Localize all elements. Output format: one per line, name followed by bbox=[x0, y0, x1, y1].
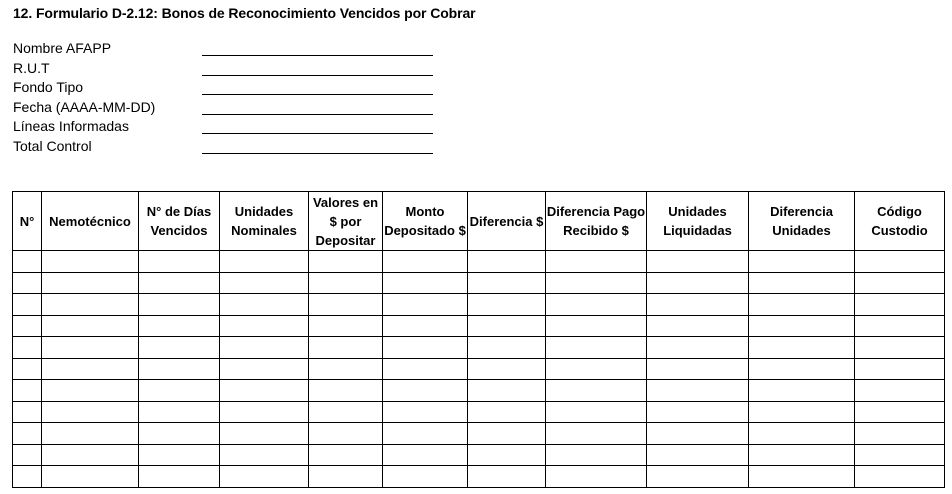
column-header: Unidades Liquidadas bbox=[647, 192, 749, 251]
table-cell[interactable] bbox=[749, 358, 855, 380]
table-cell[interactable] bbox=[468, 423, 546, 445]
table-cell[interactable] bbox=[749, 466, 855, 488]
table-cell[interactable] bbox=[647, 294, 749, 316]
table-cell[interactable] bbox=[220, 294, 309, 316]
table-cell[interactable] bbox=[855, 444, 945, 466]
table-cell[interactable] bbox=[139, 444, 220, 466]
table-cell[interactable] bbox=[13, 272, 42, 294]
table-cell[interactable] bbox=[42, 380, 139, 402]
table-cell[interactable] bbox=[468, 294, 546, 316]
table-cell[interactable] bbox=[383, 466, 468, 488]
table-cell[interactable] bbox=[546, 251, 647, 273]
table-cell[interactable] bbox=[309, 466, 383, 488]
table-cell[interactable] bbox=[139, 358, 220, 380]
table-cell[interactable] bbox=[855, 358, 945, 380]
table-cell[interactable] bbox=[855, 423, 945, 445]
table-cell[interactable] bbox=[13, 251, 42, 273]
table-cell[interactable] bbox=[647, 358, 749, 380]
table-cell[interactable] bbox=[647, 272, 749, 294]
field-blank-line[interactable] bbox=[202, 133, 433, 134]
table-cell[interactable] bbox=[220, 337, 309, 359]
table-cell[interactable] bbox=[139, 380, 220, 402]
table-cell[interactable] bbox=[855, 337, 945, 359]
table-cell[interactable] bbox=[468, 380, 546, 402]
table-cell[interactable] bbox=[647, 380, 749, 402]
table-cell[interactable] bbox=[468, 272, 546, 294]
table-cell[interactable] bbox=[647, 337, 749, 359]
table-cell[interactable] bbox=[139, 337, 220, 359]
field-label: Fondo Tipo bbox=[13, 79, 84, 95]
table-cell[interactable] bbox=[383, 358, 468, 380]
table-cell[interactable] bbox=[42, 251, 139, 273]
table-cell[interactable] bbox=[546, 444, 647, 466]
table-cell[interactable] bbox=[309, 315, 383, 337]
table-cell[interactable] bbox=[139, 251, 220, 273]
table-cell[interactable] bbox=[309, 401, 383, 423]
table-cell[interactable] bbox=[383, 444, 468, 466]
table-cell[interactable] bbox=[468, 358, 546, 380]
table-body bbox=[13, 251, 945, 488]
table-cell[interactable] bbox=[383, 423, 468, 445]
table-cell[interactable] bbox=[855, 294, 945, 316]
table-cell[interactable] bbox=[546, 294, 647, 316]
field-blank-line[interactable] bbox=[202, 153, 433, 154]
table-cell[interactable] bbox=[855, 380, 945, 402]
table-cell[interactable] bbox=[42, 423, 139, 445]
form-title: 12. Formulario D-2.12: Bonos de Reconocimiento Vencidos por Cobrar bbox=[13, 5, 476, 21]
field-label: Total Control bbox=[13, 137, 92, 154]
table-cell[interactable] bbox=[749, 444, 855, 466]
table-cell[interactable] bbox=[647, 444, 749, 466]
table-cell[interactable] bbox=[855, 315, 945, 337]
table-cell[interactable] bbox=[468, 444, 546, 466]
table-cell[interactable] bbox=[309, 337, 383, 359]
table-cell[interactable] bbox=[139, 272, 220, 294]
table-cell[interactable] bbox=[468, 251, 546, 273]
column-header: Código Custodio bbox=[855, 192, 945, 251]
table-row bbox=[13, 401, 945, 423]
table-cell[interactable] bbox=[220, 444, 309, 466]
table-cell[interactable] bbox=[855, 401, 945, 423]
table-cell[interactable] bbox=[468, 315, 546, 337]
table-cell[interactable] bbox=[13, 423, 42, 445]
table-cell[interactable] bbox=[309, 294, 383, 316]
table-cell[interactable] bbox=[42, 315, 139, 337]
table-cell[interactable] bbox=[749, 272, 855, 294]
table-cell[interactable] bbox=[546, 315, 647, 337]
column-header: N° de Días Vencidos bbox=[139, 192, 220, 251]
table-cell[interactable] bbox=[13, 337, 42, 359]
field-blank-line[interactable] bbox=[202, 114, 433, 115]
table-cell[interactable] bbox=[749, 294, 855, 316]
field-label: R.U.T bbox=[13, 59, 50, 76]
table-row bbox=[13, 380, 945, 402]
table-cell[interactable] bbox=[468, 466, 546, 488]
table-cell[interactable] bbox=[749, 337, 855, 359]
table-cell[interactable] bbox=[468, 401, 546, 423]
table-cell[interactable] bbox=[13, 294, 42, 316]
table-cell[interactable] bbox=[220, 466, 309, 488]
table-cell[interactable] bbox=[42, 401, 139, 423]
table-cell[interactable] bbox=[309, 272, 383, 294]
table-cell[interactable] bbox=[42, 272, 139, 294]
table-cell[interactable] bbox=[220, 272, 309, 294]
table-cell[interactable] bbox=[749, 380, 855, 402]
table-cell[interactable] bbox=[647, 401, 749, 423]
table-cell[interactable] bbox=[139, 466, 220, 488]
field-label: Líneas Informadas bbox=[13, 118, 129, 134]
table-cell[interactable] bbox=[309, 251, 383, 273]
table-cell[interactable] bbox=[139, 423, 220, 445]
table-cell[interactable] bbox=[855, 251, 945, 273]
table-cell[interactable] bbox=[383, 251, 468, 273]
table-cell[interactable] bbox=[647, 423, 749, 445]
table-cell[interactable] bbox=[42, 466, 139, 488]
field-blank-line[interactable] bbox=[202, 55, 433, 56]
table-row bbox=[13, 272, 945, 294]
table-cell[interactable] bbox=[139, 315, 220, 337]
table-cell[interactable] bbox=[139, 401, 220, 423]
table-row bbox=[13, 251, 945, 273]
table-cell[interactable] bbox=[220, 315, 309, 337]
table-cell[interactable] bbox=[749, 251, 855, 273]
table-cell[interactable] bbox=[220, 401, 309, 423]
field-blank-line[interactable] bbox=[202, 94, 433, 95]
table-cell[interactable] bbox=[749, 401, 855, 423]
table-cell[interactable] bbox=[13, 466, 42, 488]
table-cell[interactable] bbox=[383, 401, 468, 423]
table-cell[interactable] bbox=[309, 380, 383, 402]
table-cell[interactable] bbox=[468, 337, 546, 359]
table-cell[interactable] bbox=[383, 337, 468, 359]
field-blank-line[interactable] bbox=[202, 75, 433, 76]
table-row bbox=[13, 466, 945, 488]
table-cell[interactable] bbox=[749, 423, 855, 445]
table-row bbox=[13, 294, 945, 316]
table-cell[interactable] bbox=[220, 380, 309, 402]
table-cell[interactable] bbox=[546, 466, 647, 488]
table-cell[interactable] bbox=[220, 358, 309, 380]
table-cell[interactable] bbox=[647, 251, 749, 273]
column-header: Diferencia Pago Recibido $ bbox=[546, 192, 647, 251]
field-label: Fecha (AAAA-MM-DD) bbox=[13, 98, 156, 115]
column-header: N° bbox=[13, 192, 42, 251]
table-cell[interactable] bbox=[546, 380, 647, 402]
table-cell[interactable] bbox=[647, 315, 749, 337]
table-cell[interactable] bbox=[855, 272, 945, 294]
column-header: Nemotécnico bbox=[42, 192, 139, 251]
table-cell[interactable] bbox=[139, 294, 220, 316]
table-cell[interactable] bbox=[13, 358, 42, 380]
table-cell[interactable] bbox=[13, 444, 42, 466]
table-row bbox=[13, 358, 945, 380]
column-header: Diferencia Unidades bbox=[749, 192, 855, 251]
table-cell[interactable] bbox=[13, 315, 42, 337]
table-cell[interactable] bbox=[220, 423, 309, 445]
table-cell[interactable] bbox=[220, 251, 309, 273]
table-row bbox=[13, 444, 945, 466]
table-cell[interactable] bbox=[855, 466, 945, 488]
table-cell[interactable] bbox=[42, 444, 139, 466]
table-cell[interactable] bbox=[13, 401, 42, 423]
table-cell[interactable] bbox=[383, 380, 468, 402]
table-row bbox=[13, 315, 945, 337]
table-cell[interactable] bbox=[309, 423, 383, 445]
table-header-row bbox=[13, 192, 945, 251]
table-cell[interactable] bbox=[546, 423, 647, 445]
column-header: Monto Depositado $ bbox=[383, 192, 468, 251]
field-label: Nombre AFAPP bbox=[13, 40, 112, 56]
column-header: Diferencia $ bbox=[468, 192, 546, 251]
table-cell[interactable] bbox=[546, 337, 647, 359]
table-cell[interactable] bbox=[42, 337, 139, 359]
table-cell[interactable] bbox=[546, 272, 647, 294]
table-cell[interactable] bbox=[647, 466, 749, 488]
table-cell[interactable] bbox=[749, 315, 855, 337]
column-header: Unidades Nominales bbox=[220, 192, 309, 251]
table-cell[interactable] bbox=[383, 272, 468, 294]
table-row bbox=[13, 423, 945, 445]
table-cell[interactable] bbox=[546, 358, 647, 380]
table-cell[interactable] bbox=[309, 358, 383, 380]
table-cell[interactable] bbox=[42, 294, 139, 316]
table-row bbox=[13, 337, 945, 359]
bonos-table bbox=[12, 191, 945, 488]
table-cell[interactable] bbox=[13, 380, 42, 402]
table-cell[interactable] bbox=[383, 294, 468, 316]
table-cell[interactable] bbox=[383, 315, 468, 337]
table-cell[interactable] bbox=[309, 444, 383, 466]
table-cell[interactable] bbox=[546, 401, 647, 423]
table-cell[interactable] bbox=[42, 358, 139, 380]
column-header: Valores en $ por Depositar bbox=[309, 192, 383, 251]
